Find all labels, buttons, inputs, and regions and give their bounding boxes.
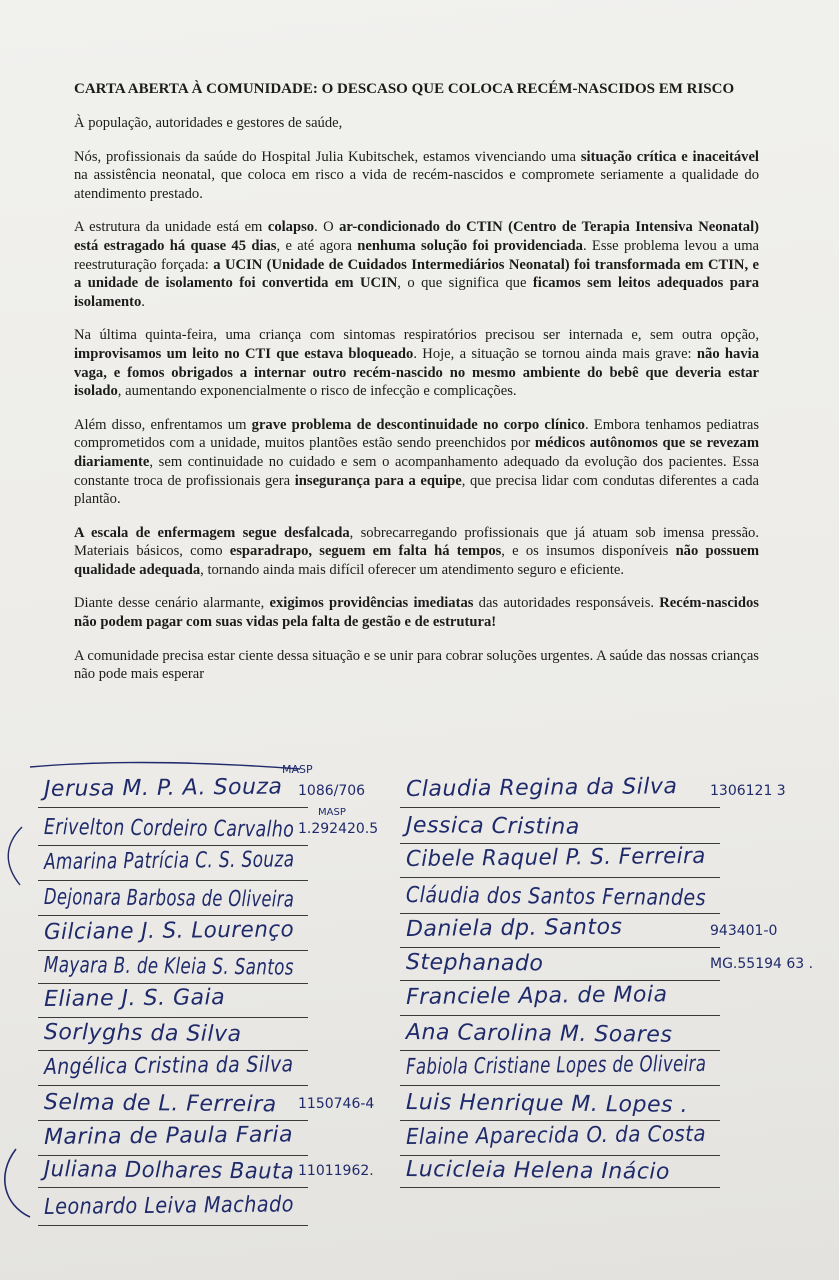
signature: Fabiola Cristiane Lopes de Oliveira [405,1051,707,1080]
bold-text: grave problema de descontinuidade no corpo clínico [251,416,585,433]
text: , e os insumos disponíveis [501,543,676,560]
signature-line [38,1225,308,1226]
bold-text: colapso [267,219,315,236]
bold-text: improvisamos um leito no CTI que estava bloqueado [74,345,414,362]
text: Na última quinta-feira, uma criança com sintomas respiratórios precisou ser internada e, sem outra opção, [74,327,759,344]
text: , tornando ainda mais difícil oferecer um atendimento seguro e eficiente. [200,561,625,578]
bold-text: a UCIN (Unidade de Cuidados Intermediários Neonatal) foi transformada em CTIN, e a unidade de isolamento foi convertida em UCIN [74,256,759,292]
signature: Amarina Patrícia C. S. Souza [43,847,295,875]
signature-line [400,913,720,914]
signature: Mayara B. de Kleia S. Santos [43,953,294,981]
text: . Esse problema levou a uma reestruturação forçada: [74,237,760,273]
signature-line [38,1017,308,1018]
signature: Marina de Paula Faria [43,1122,294,1150]
signature-line [400,980,720,981]
signature: Sorlyghs da Silva [43,1020,242,1048]
signature-line [38,807,308,808]
signature-line [38,1187,308,1188]
signature-line [400,1120,720,1121]
signature-line [400,1187,720,1188]
signature-line [400,1085,720,1086]
text: , que precisa lidar com condutas diferentes a cada plantão. [74,472,760,508]
signature-line [400,1050,720,1051]
signature-number: 1306121 3 [710,783,786,799]
signature: Cibele Raquel P. S. Ferreira [405,843,706,872]
signature-line [400,877,720,878]
bold-text: não possuem qualidade adequada [74,543,759,578]
bold-text: ficamos sem leitos adequados para isolamento [74,275,759,310]
signature: Angélica Cristina da Silva [43,1052,294,1080]
signature-line [38,1050,308,1051]
bold-text: exigimos providências imediatas [269,595,474,612]
signature: Jerusa M. P. A. Souza [43,774,283,802]
paragraph-6 [74,594,759,631]
text: , aumentando exponencialmente o risco de infecção e complicações. [117,383,517,400]
signature-number: 1150746-4 [298,1096,375,1112]
signature-area [0,755,839,1280]
signature-line [400,1015,720,1016]
signature: Leonardo Leiva Machado [43,1192,295,1220]
paragraph-1 [74,148,759,204]
text: Além disso, enfrentamos um [74,416,252,433]
text: A comunidade precisa estar ciente dessa situação e se unir para cobrar soluções urgentes. A saúde das nossas crianças não pode mais esperar [74,647,759,683]
open-letter [74,80,759,699]
signature-line [400,807,720,808]
signature: Luis Henrique M. Lopes . [405,1090,689,1118]
letter-greeting: À população, autoridades e gestores de saúde, [74,115,343,131]
text: Diante desse cenário alarmante, [74,595,270,612]
text: , sem continuidade no cuidado e sem o acompanhamento adequado da evolução dos pacientes. Essa constante troca de profissionais gera [74,453,759,489]
signature: Cláudia dos Santos Fernandes [405,883,707,912]
text: . Embora tenhamos pediatras comprometidos com a unidade, muitos plantões estão sendo preenchidos por [74,416,760,452]
text: . Hoje, a situação se tornou ainda mais grave: [413,345,697,362]
signature-line [38,880,308,881]
signature: Ana Carolina M. Soares [405,1020,673,1048]
signature-line [400,947,720,948]
signature: Elaine Aparecida O. da Costa [405,1121,707,1150]
signature: Selma de L. Ferreira [43,1090,277,1118]
bold-text: ar-condicionado do CTIN (Centro de Terapia Intensiva Neonatal) está estragado há quase 45 dias [74,219,759,254]
signature-number: MG.55194 63 . [710,956,814,972]
signature: Lucicleia Helena Inácio [405,1157,671,1185]
bold-text: A escala de enfermagem segue desfalcada [74,524,350,541]
signature: Erivelton Cordeiro Carvalho [43,815,295,843]
signature-line [38,950,308,951]
text: Nós, profissionais da saúde do Hospital Julia Kubitschek, estamos vivenciando uma [74,148,581,165]
masp-label: MASP [282,763,313,776]
signature: Stephanado [405,950,544,977]
bold-text: médicos autônomos que se revezam diariamente [74,435,759,470]
signature: Claudia Regina da Silva [405,774,678,802]
text: A estrutura da unidade está em [74,219,268,236]
text: . [141,293,145,310]
bold-text: situação crítica e inaceitável [580,148,759,165]
paragraph-5 [74,524,759,580]
bold-text: Recém-nascidos não podem pagar com suas vidas pela falta de gestão e de estrutura! [74,595,759,631]
signature-line [38,1155,308,1156]
signature-line [38,915,308,916]
signature: Franciele Apa. de Moia [405,982,668,1010]
text: , sobrecarregando profissionais que já atuam sob imensa pressão. Materiais básicos, como [74,524,759,560]
signature-number: 1086/706 [298,783,366,799]
signature-number: 11011962. [298,1163,374,1179]
signature: Dejonara Barbosa de Oliveira [43,885,295,913]
signature: Jessica Cristina [405,813,580,840]
bold-text: esparadrapo, seguem em falta há tempos [229,543,502,560]
signature-line [400,1155,720,1156]
text: , e até agora [276,237,358,254]
signature-line [38,845,308,846]
signature-line [38,983,308,984]
bold-text: não havia vaga, e fomos obrigados a internar outro recém-nascido no mesmo ambiente do bebê que deveria estar isolado [74,345,759,400]
signature: Juliana Dolhares Bauta [43,1157,295,1185]
text: . O [314,219,340,236]
signature: Daniela dp. Santos [405,914,623,942]
paragraph-3 [74,326,759,400]
signature: Gilciane J. S. Lourenço [43,917,295,945]
letter-title: CARTA ABERTA À COMUNIDADE: O DESCASO QUE COLOCA RECÉM-NASCIDOS EM RISCO [74,81,735,97]
signature-number: 943401-0 [710,923,778,939]
bold-text: insegurança para a equipe [294,472,462,489]
paragraph-4 [74,416,759,509]
signature-line [38,1120,308,1121]
text: , o que significa que [397,275,533,292]
masp-label: MASP [318,807,346,818]
signature-line [38,1085,308,1086]
text: das autoridades responsáveis. [473,595,660,612]
bold-text: nenhuma solução foi providenciada [357,237,583,254]
signature-number: 1.292420.5 [298,821,379,837]
text: na assistência neonatal, que coloca em risco a vida de recém-nascidos e compromete seriamente a qualidade do atendimento prestado. [74,167,759,202]
paragraph-2 [74,218,759,311]
signature: Eliane J. S. Gaia [43,985,226,1012]
paragraph-7 [74,647,759,684]
